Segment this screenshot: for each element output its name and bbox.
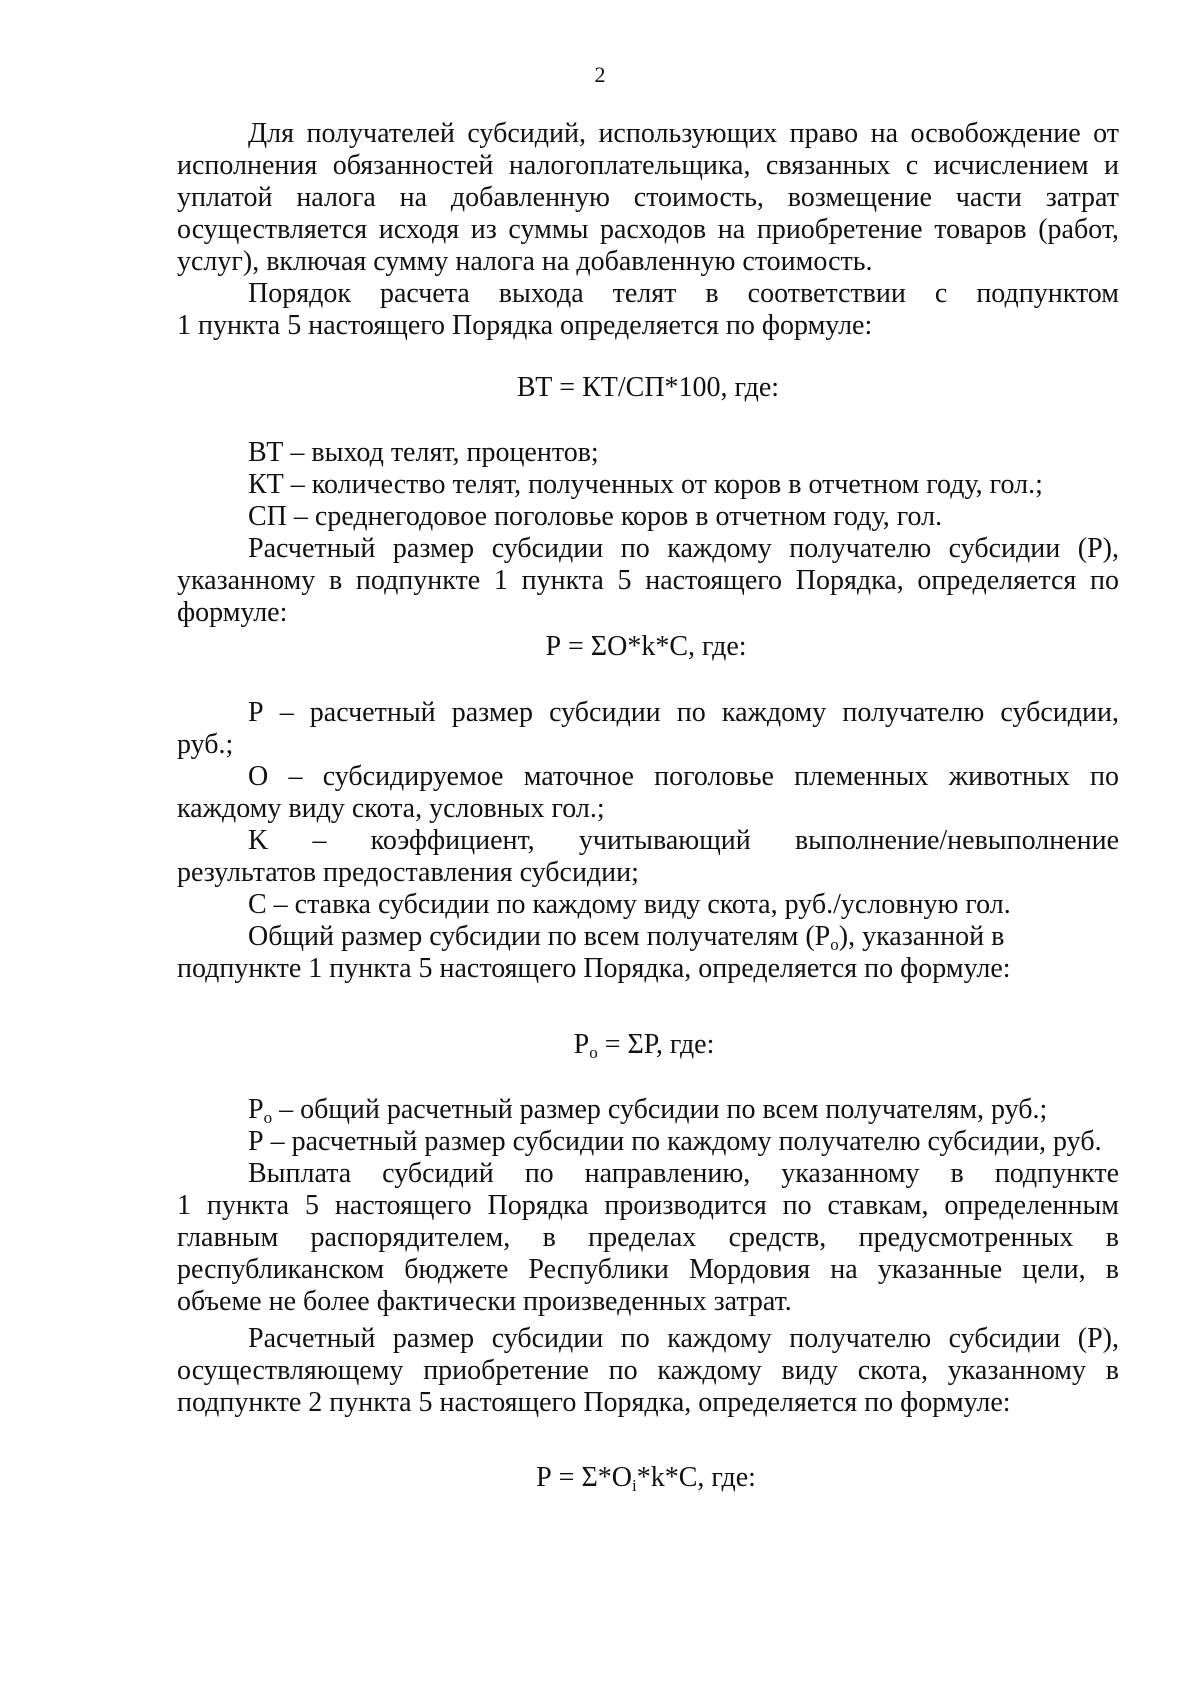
- page-number: 2: [594, 62, 606, 87]
- paragraph-line: исполнения обязанностей налогоплательщика, связанных с исчислением и: [177, 150, 1119, 181]
- definition-line: СП – среднегодовое поголовье коров в отчетном году, гол.: [248, 501, 943, 532]
- paragraph-line: указанному в подпункте 1 пункта 5 настоящего Порядка, определяется по: [177, 565, 1119, 596]
- definition-line: ВТ – выход телят, процентов;: [248, 437, 599, 468]
- definition-line: результатов предоставления субсидии;: [177, 857, 639, 888]
- paragraph-line: [248, 921, 1119, 953]
- paragraph-line: уплатой налога на добавленную стоимость, возмещение части затрат: [177, 182, 1119, 213]
- formula-total-subsidy: $Р_о = \Sigma Р$, где:: [573, 1029, 715, 1062]
- paragraph-line: главным распорядителем, в пределах средств, предусмотренных в: [177, 1222, 1119, 1253]
- paragraph-line: подпункте 1 пункта 5 настоящего Порядка, определяется по формуле:: [177, 953, 1011, 984]
- definition-line: О – субсидируемое маточное поголовье племенных животных по: [248, 761, 1119, 792]
- definition-line: Р – расчетный размер субсидии по каждому получателю субсидии,: [248, 697, 1119, 728]
- paragraph-line: Порядок расчета выхода телят в соответствии с подпунктом: [248, 278, 1119, 309]
- definition-line: каждому виду скота, условных гол.;: [177, 793, 605, 824]
- paragraph-line: Выплата субсидий по направлению, указанному в подпункте: [248, 1158, 1119, 1189]
- definition-line: КТ – количество телят, полученных от коров в отчетном году, гол.;: [248, 469, 1043, 500]
- definition-line: руб.;: [177, 729, 234, 760]
- definition-line: Р – расчетный размер субсидии по каждому получателю субсидии, руб.: [248, 1126, 1102, 1157]
- paragraph-line: услуг), включая сумму налога на добавленную стоимость.: [177, 246, 873, 277]
- paragraph-text: Общий размер субсидии по всем получателям $(Р_о)$, указанной в: [248, 921, 1005, 954]
- paragraph-line: объеме не более фактически произведенных затрат.: [177, 1286, 792, 1317]
- paragraph-line: Расчетный размер субсидии по каждому получателю субсидии (Р),: [248, 533, 1119, 564]
- formula-subsidy-size: Р = ΣО*k*С, где:: [545, 631, 747, 662]
- formula-calf-yield: ВТ = КТ/СП*100, где:: [516, 372, 780, 403]
- paragraph-line: подпункте 2 пункта 5 настоящего Порядка, определяется по формуле:: [177, 1387, 1011, 1418]
- formula-purchase-subsidy: $Р = \Sigma*О_i*k*С$, где:: [536, 1462, 756, 1495]
- paragraph-line: республиканском бюджете Республики Мордовия на указанные цели, в: [177, 1254, 1119, 1285]
- definition-line: С – ставка субсидии по каждому виду скота, руб./условную гол.: [248, 889, 1011, 920]
- definition-line: K – коэффициент, учитывающий выполнение/невыполнение: [248, 825, 1119, 856]
- paragraph-line: Для получателей субсидий, использующих право на освобождение от: [248, 118, 1119, 149]
- definition-line: $Р_о$ – общий расчетный размер субсидии по всем получателям, руб.;: [248, 1094, 1048, 1127]
- paragraph-line: 1 пункта 5 настоящего Порядка определяется по формуле:: [177, 310, 873, 341]
- paragraph-line: Расчетный размер субсидии по каждому получателю субсидии (Р),: [248, 1323, 1119, 1354]
- paragraph-line: формуле:: [177, 597, 288, 628]
- paragraph-line: осуществляющему приобретение по каждому виду скота, указанному в: [177, 1355, 1119, 1386]
- paragraph-line: 1 пункта 5 настоящего Порядка производится по ставкам, определенным: [177, 1190, 1119, 1221]
- paragraph-line: осуществляется исходя из суммы расходов на приобретение товаров (работ,: [177, 214, 1119, 245]
